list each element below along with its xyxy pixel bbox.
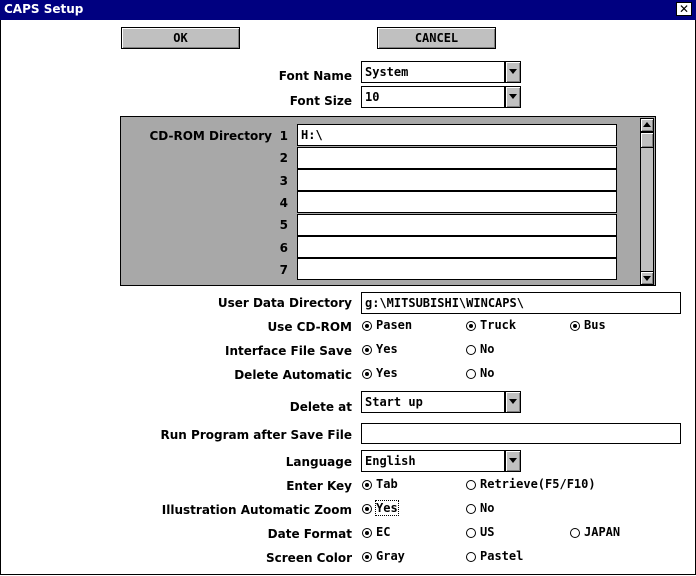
radio-enter-retrieve-label: Retrieve(F5/F10) <box>480 477 596 491</box>
chevron-down-icon[interactable] <box>505 450 521 472</box>
chevron-down-icon[interactable] <box>505 61 521 83</box>
radio-date-ec-label: EC <box>376 525 391 539</box>
font-name-label: Font Name <box>278 69 352 83</box>
radio-delete-no-label: No <box>480 366 495 380</box>
radio-delete-yes[interactable] <box>362 369 372 379</box>
radio-interface-yes[interactable] <box>362 345 372 355</box>
radio-pasen-label: Pasen <box>376 318 413 332</box>
radio-interface-no[interactable] <box>466 345 476 355</box>
radio-interface-no-label: No <box>480 342 495 356</box>
radio-zoom-yes[interactable] <box>362 504 372 514</box>
cdrom-row-input[interactable] <box>297 258 617 280</box>
ok-button[interactable]: OK <box>121 27 240 49</box>
cdrom-row-number: 7 <box>279 263 288 277</box>
cdrom-row-input[interactable] <box>297 191 617 213</box>
radio-enter-tab[interactable] <box>362 480 372 490</box>
radio-zoom-yes-label: Yes <box>376 501 398 515</box>
run-program-input[interactable] <box>361 423 681 444</box>
cdrom-row-input[interactable]: H:\ <box>297 124 617 146</box>
cdrom-row-number: 5 <box>279 218 288 232</box>
radio-delete-yes-label: Yes <box>376 366 398 380</box>
date-format-label: Date Format <box>267 527 352 541</box>
use-cdrom-label: Use CD-ROM <box>267 320 352 334</box>
radio-color-pastel-label: Pastel <box>480 549 524 563</box>
cdrom-row-input[interactable] <box>297 147 617 169</box>
delete-automatic-label: Delete Automatic <box>234 368 352 382</box>
radio-enter-retrieve[interactable] <box>466 480 476 490</box>
user-data-directory-label: User Data Directory <box>217 296 352 310</box>
cdrom-row-input[interactable] <box>297 236 617 258</box>
radio-bus[interactable] <box>570 321 580 331</box>
cdrom-row-number: 4 <box>279 196 288 210</box>
language-label: Language <box>285 455 352 469</box>
radio-truck-label: Truck <box>480 318 517 332</box>
radio-date-japan-label: JAPAN <box>584 525 621 539</box>
radio-bus-label: Bus <box>584 318 606 332</box>
screen-color-label: Screen Color <box>266 551 352 565</box>
radio-truck[interactable] <box>466 321 476 331</box>
language-dropdown[interactable]: English <box>361 450 505 472</box>
radio-color-gray[interactable] <box>362 552 372 562</box>
close-button[interactable]: ✕ <box>676 2 692 16</box>
radio-zoom-no[interactable] <box>466 504 476 514</box>
scroll-thumb[interactable] <box>640 132 654 148</box>
radio-date-japan[interactable] <box>570 528 580 538</box>
run-program-label: Run Program after Save File <box>160 428 352 442</box>
radio-interface-yes-label: Yes <box>376 342 398 356</box>
cancel-button[interactable]: CANCEL <box>377 27 496 49</box>
font-size-dropdown[interactable]: 10 <box>361 86 505 108</box>
arrow-up-icon <box>641 119 653 131</box>
user-data-directory-input[interactable]: g:\MITSUBISHI\WINCAPS\ <box>361 292 681 314</box>
cdrom-row-input[interactable] <box>297 169 617 191</box>
radio-color-pastel[interactable] <box>466 552 476 562</box>
arrow-down-icon <box>641 272 653 284</box>
illustration-zoom-label: Illustration Automatic Zoom <box>161 503 352 517</box>
delete-at-dropdown[interactable]: Start up <box>361 391 505 413</box>
radio-date-us[interactable] <box>466 528 476 538</box>
cdrom-row-number: 2 <box>279 151 288 165</box>
cdrom-row-number: 6 <box>279 241 288 255</box>
radio-delete-no[interactable] <box>466 369 476 379</box>
scroll-down-button[interactable] <box>640 271 654 285</box>
delete-at-label: Delete at <box>289 400 352 414</box>
radio-date-us-label: US <box>480 525 495 539</box>
chevron-down-icon[interactable] <box>505 86 521 108</box>
cdrom-directory-label: CD-ROM Directory <box>149 129 272 143</box>
radio-date-ec[interactable] <box>362 528 372 538</box>
interface-file-save-label: Interface File Save <box>225 344 352 358</box>
scroll-up-button[interactable] <box>640 118 654 132</box>
enter-key-label: Enter Key <box>286 479 352 493</box>
cdrom-row-number: 3 <box>279 174 288 188</box>
radio-zoom-no-label: No <box>480 501 495 515</box>
cdrom-row-input[interactable] <box>297 214 617 236</box>
font-size-label: Font Size <box>289 94 352 108</box>
radio-pasen[interactable] <box>362 321 372 331</box>
chevron-down-icon[interactable] <box>505 391 521 413</box>
title-bar <box>0 0 696 20</box>
radio-enter-tab-label: Tab <box>376 477 398 491</box>
cdrom-row-number: 1 <box>279 129 288 143</box>
window-title: CAPS Setup <box>4 2 84 16</box>
font-name-dropdown[interactable]: System <box>361 61 505 83</box>
radio-color-gray-label: Gray <box>376 549 405 563</box>
